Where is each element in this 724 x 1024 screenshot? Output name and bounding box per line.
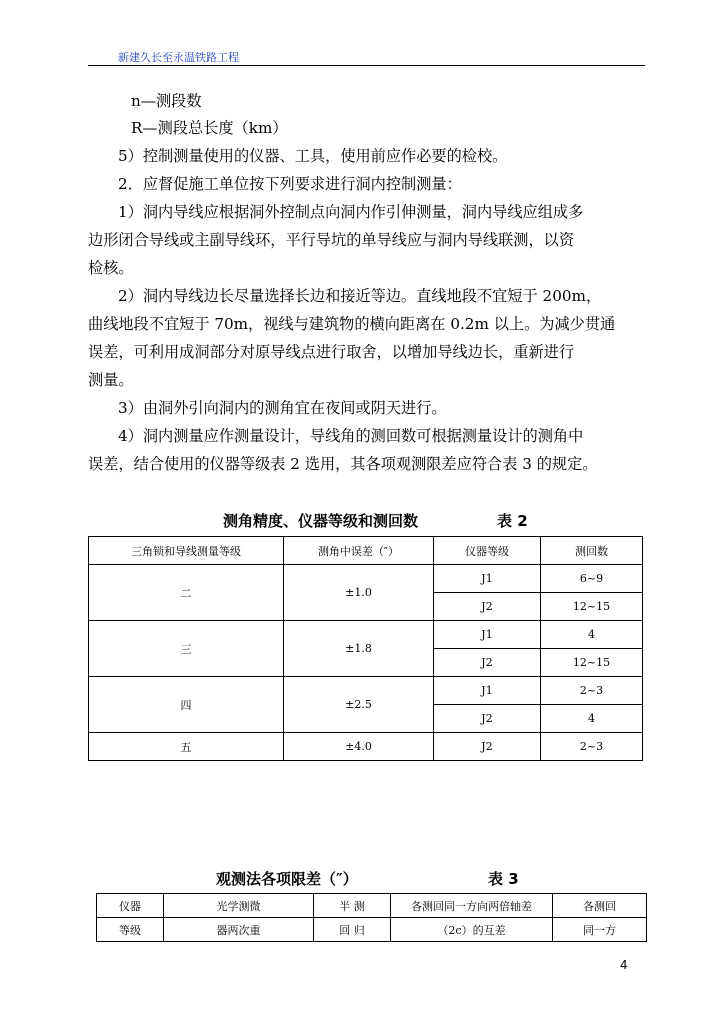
rounds-cell: 4 <box>541 705 643 733</box>
paragraph-line: 测量。 <box>88 371 134 389</box>
table3-label: 表 3 <box>488 870 519 888</box>
paragraph-line: 边形闭合导线或主副导线环，平行导坑的单导线应与洞内导线联测，以资 <box>88 231 574 249</box>
header-cell: 各测回同一方向两倍轴差 <box>391 894 553 918</box>
header-cell: 各测回 <box>553 894 647 918</box>
table-row <box>89 733 643 761</box>
grade-cell: 四 <box>89 677 284 733</box>
paragraph-line: 4）洞内测量应作测量设计，导线角的测回数可根据测量设计的测角中 <box>118 427 584 445</box>
rounds-cell: 2~3 <box>541 677 643 705</box>
instrument-cell: J1 <box>434 677 541 705</box>
paragraph-line: n—测段数 <box>131 92 202 110</box>
header-cell: 仪器等级 <box>434 537 541 565</box>
paragraph-line: 5）控制测量使用的仪器、工具，使用前应作必要的检校。 <box>118 147 508 165</box>
header-cell: 半 测 <box>314 894 391 918</box>
table3-caption: 观测法各项限差（″） <box>216 870 358 888</box>
grade-cell: 五 <box>89 733 284 761</box>
instrument-cell: J1 <box>434 565 541 593</box>
rounds-cell: 2~3 <box>541 733 643 761</box>
paragraph-line: 曲线地段不宜短于 70m，视线与建筑物的横向距离在 0.2m 以上。为减少贯通 <box>88 315 616 333</box>
table-row <box>89 621 643 649</box>
table2 <box>88 536 643 761</box>
table2-caption: 测角精度、仪器等级和测回数 <box>223 512 419 530</box>
paragraph-line: 2．应督促施工单位按下列要求进行洞内控制测量： <box>118 175 462 193</box>
table-header-row <box>89 537 643 565</box>
header-cell: 等级 <box>97 918 164 942</box>
rounds-cell: 12~15 <box>541 593 643 621</box>
instrument-cell: J1 <box>434 621 541 649</box>
header-cell: 回 归 <box>314 918 391 942</box>
table-row <box>89 565 643 593</box>
error-cell: ±1.8 <box>284 621 434 677</box>
header-cell: 三角锁和导线测量等级 <box>89 537 284 565</box>
grade-cell: 三 <box>89 621 284 677</box>
paragraph-line: 2）洞内导线边长尽量选择长边和接近等边。直线地段不宜短于 200m， <box>118 287 602 305</box>
running-header: 新建久长至永温铁路工程 <box>118 51 239 64</box>
table-row <box>89 677 643 705</box>
table2-label: 表 2 <box>497 512 528 530</box>
error-cell: ±4.0 <box>284 733 434 761</box>
paragraph-line: R—测段总长度（km） <box>131 119 288 137</box>
header-cell: 测回数 <box>541 537 643 565</box>
header-cell: 光学测微 <box>164 894 314 918</box>
header-cell: 同一方 <box>553 918 647 942</box>
paragraph-line: 3）由洞外引向洞内的测角宜在夜间或阴天进行。 <box>118 399 447 417</box>
paragraph-line: 1）洞内导线应根据洞外控制点向洞内作引伸测量，洞内导线应组成多 <box>118 203 584 221</box>
instrument-cell: J2 <box>434 705 541 733</box>
rounds-cell: 6~9 <box>541 565 643 593</box>
paragraph-line: 误差，可利用成洞部分对原导线点进行取舍，以增加导线边长，重新进行 <box>88 343 574 361</box>
instrument-cell: J2 <box>434 593 541 621</box>
error-cell: ±2.5 <box>284 677 434 733</box>
header-cell: （2c）的互差 <box>391 918 553 942</box>
header-cell: 器两次重 <box>164 918 314 942</box>
header-rule <box>88 65 645 66</box>
table3 <box>96 893 647 942</box>
paragraph-line: 误差，结合使用的仪器等级表 2 选用，其各项观测限差应符合表 3 的规定。 <box>88 455 598 473</box>
instrument-cell: J2 <box>434 649 541 677</box>
instrument-cell: J2 <box>434 733 541 761</box>
rounds-cell: 4 <box>541 621 643 649</box>
error-cell: ±1.0 <box>284 565 434 621</box>
header-cell: 测角中误差（″） <box>284 537 434 565</box>
header-cell: 仪器 <box>97 894 164 918</box>
table-header-row <box>97 918 647 942</box>
rounds-cell: 12~15 <box>541 649 643 677</box>
paragraph-line: 检核。 <box>88 259 134 277</box>
grade-cell: 二 <box>89 565 284 621</box>
table-header-row <box>97 894 647 918</box>
page-number: 4 <box>620 958 628 972</box>
